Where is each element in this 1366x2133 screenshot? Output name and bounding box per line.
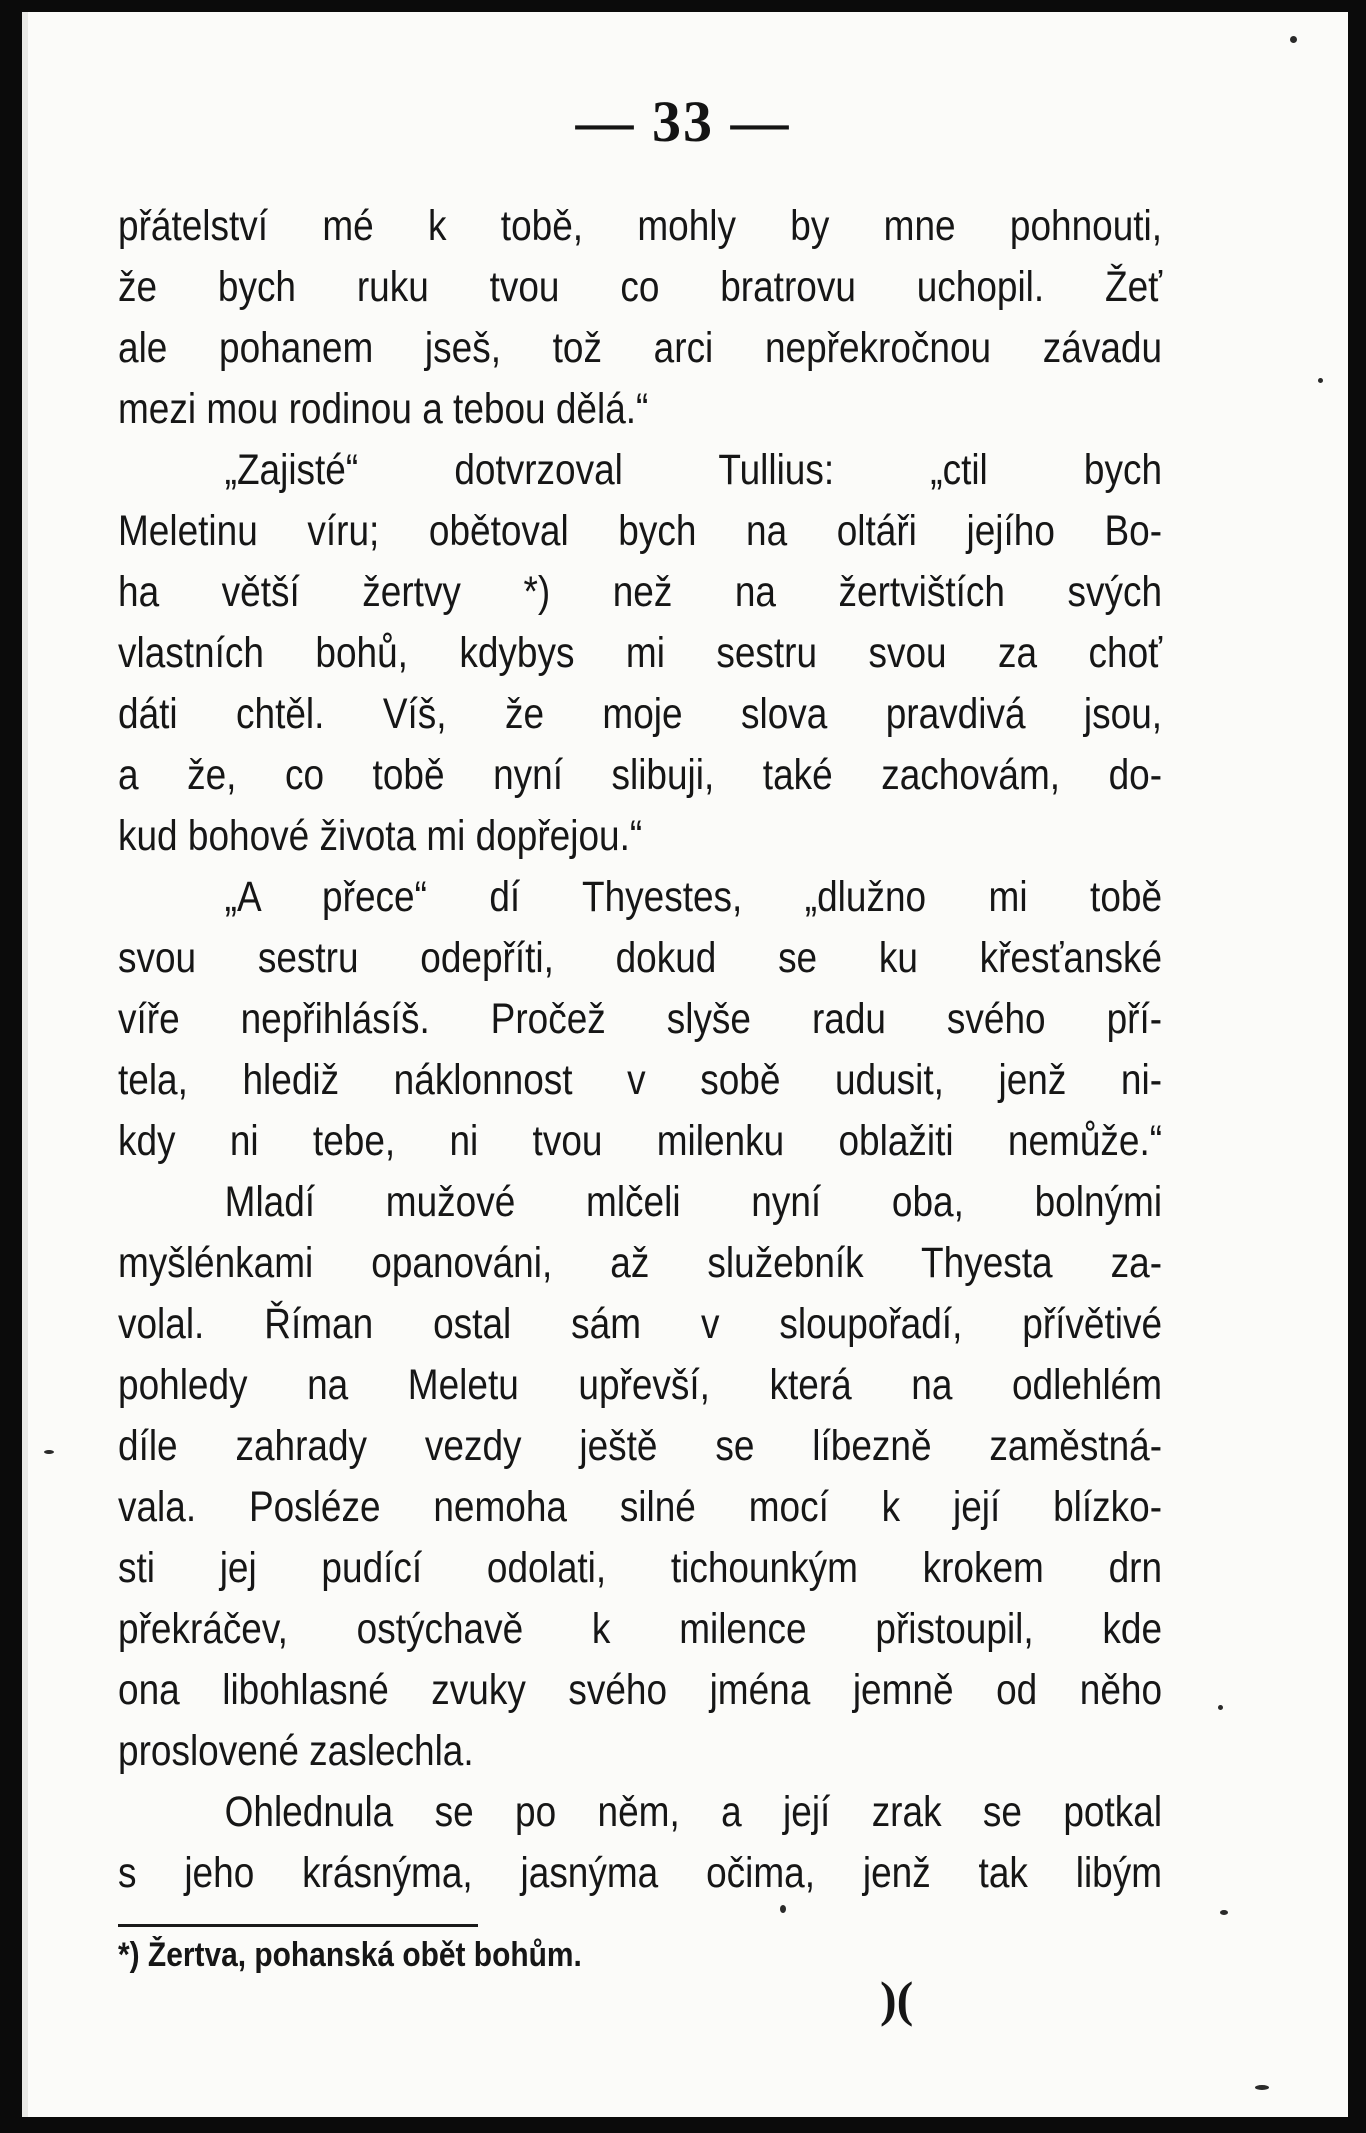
- ink-speck: [1218, 1705, 1223, 1710]
- text-line: „A přece“ dí Thyestes, „dlužno mi tobě: [224, 873, 1163, 921]
- text-line: víře nepřihlásíš. Pročež slyše radu svého pří-: [118, 995, 1163, 1043]
- text-line: že bych ruku tvou co bratrovu uchopil. Žeť: [118, 263, 1163, 311]
- text-line: Ohlednula se po něm, a její zrak se potkal: [224, 1788, 1163, 1836]
- text-line: dáti chtěl. Víš, že moje slova pravdivá jsou,: [118, 690, 1163, 738]
- text-line: Meletinu víru; obětoval bych na oltáři jejího Bo-: [118, 507, 1163, 555]
- text-line: vala. Posléze nemoha silné mocí k její blízko-: [118, 1483, 1163, 1531]
- page-number: — 33 —: [575, 89, 791, 154]
- text-line: překráčev, ostýchavě k milence přistoupil, kde: [118, 1605, 1163, 1653]
- text-line: „Zajisté“ dotvrzoval Tullius: „ctil bych: [224, 446, 1163, 494]
- text-line: proslovené zaslechla.: [118, 1727, 474, 1775]
- ink-speck: [1290, 36, 1297, 43]
- text-line: myšlénkami opanováni, až služebník Thyesta za-: [118, 1239, 1163, 1287]
- text-line: pohledy na Meletu upřevší, která na odlehlém: [118, 1361, 1163, 1409]
- text-line: tela, hlediž náklonnost v sobě udusit, jenž ni-: [118, 1056, 1163, 1104]
- text-line: vlastních bohů, kdybys mi sestru svou za choť: [118, 629, 1163, 677]
- text-line: ale pohanem jseš, tož arci nepřekročnou závadu: [118, 324, 1163, 372]
- ink-speck: [1220, 1910, 1228, 1915]
- footnote: *) Žertva, pohanská obět bohům.: [118, 1936, 582, 1974]
- text-line: díle zahrady vezdy ještě se líbezně zaměstná-: [118, 1422, 1163, 1470]
- text-line: volal. Říman ostal sám v sloupořadí, přívětivé: [118, 1300, 1163, 1348]
- page-gutter-edge: [22, 12, 28, 2117]
- text-line: a že, co tobě nyní slibuji, také zachovám, do-: [118, 751, 1163, 799]
- text-line: kud bohové života mi dopřejou.“: [118, 812, 643, 860]
- text-line: ona libohlasné zvuky svého jména jemně od něho: [118, 1666, 1163, 1714]
- text-line: sti jej pudící odolati, tichounkým krokem drn: [118, 1544, 1163, 1592]
- text-line: kdy ni tebe, ni tvou milenku oblažiti nemůže.“: [118, 1117, 1163, 1165]
- text-line: mezi mou rodinou a tebou dělá.“: [118, 385, 649, 433]
- ink-speck: [44, 1450, 54, 1454]
- signature-mark: )(: [880, 1971, 914, 2027]
- ink-speck: [780, 1905, 786, 1913]
- ink-speck: [1318, 378, 1323, 383]
- text-line: Mladí mužové mlčeli nyní oba, bolnými: [224, 1178, 1163, 1226]
- text-line: ha větší žertvy *) než na žertvištích svých: [118, 568, 1163, 616]
- footnote-divider: [118, 1924, 478, 1927]
- ink-speck: [1255, 2085, 1269, 2090]
- body-text: [118, 196, 1163, 1904]
- text-line: s jeho krásnýma, jasnýma očima, jenž tak libým: [118, 1849, 1163, 1897]
- text-line: přátelství mé k tobě, mohly by mne pohnouti,: [118, 202, 1163, 250]
- text-line: svou sestru odepříti, dokud se ku křesťanské: [118, 934, 1163, 982]
